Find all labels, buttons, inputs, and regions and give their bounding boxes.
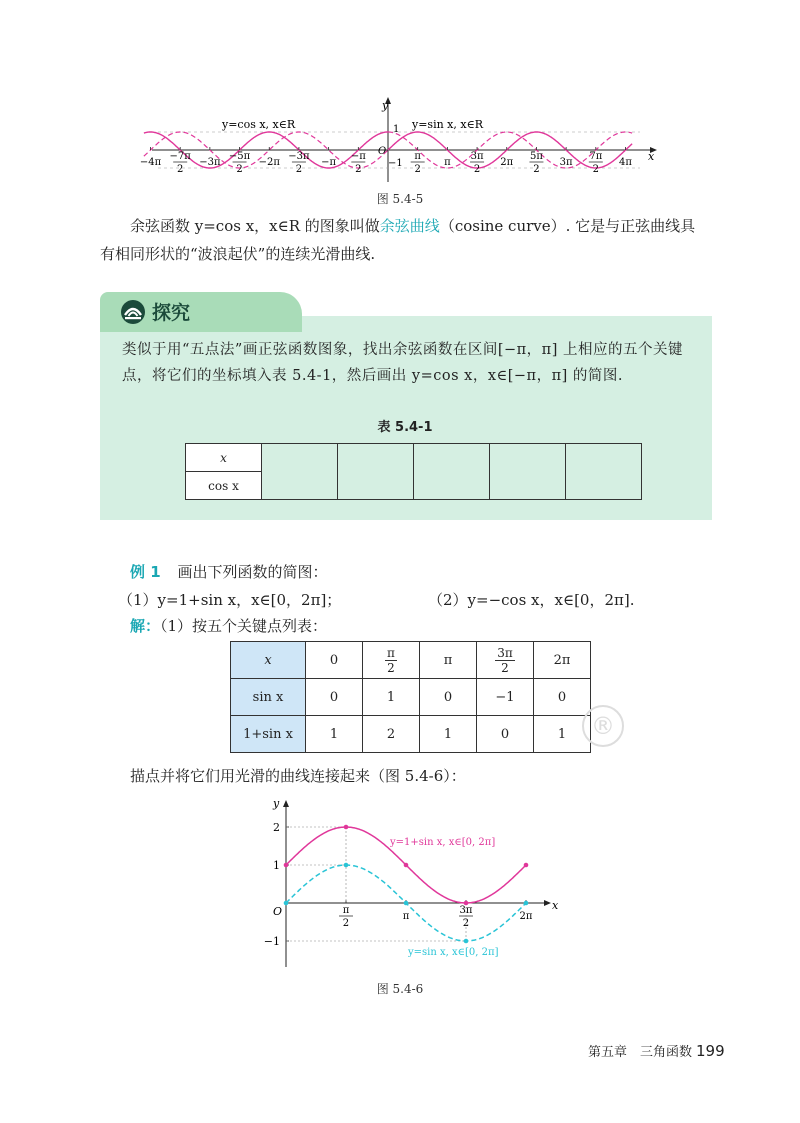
figure-x-tick-label-den: 2 (592, 164, 600, 175)
intro-paragraph-line2: 有相同形状的“波浪起伏”的连续光滑曲线. (100, 245, 376, 263)
figure-x-tick-label (444, 157, 451, 168)
chart-ylabel: y (273, 797, 280, 810)
chart-point (404, 901, 409, 906)
example-label: 例 1 (130, 563, 161, 581)
table-cell: −1 (477, 679, 534, 716)
chart-x-tick-label (339, 905, 353, 929)
example-prompt: 画出下列函数的简图： (177, 563, 328, 581)
figure-sin-label: y=sin x, x∈R (412, 118, 484, 131)
figure-y-one-label: 1 (393, 124, 400, 135)
figure-x-tick-label (170, 151, 192, 175)
figure-x-tick-label-num: π (414, 151, 421, 162)
chart-y-tick-label: −1 (263, 935, 280, 948)
chart-y-tick-label: 2 (273, 821, 280, 834)
registered-watermark: ® (582, 705, 624, 747)
figure-x-tick-label: 2π (500, 157, 514, 168)
chart-x-tick-label-den: 2 (462, 918, 470, 929)
figure-x-tick-label-den: 2 (533, 164, 540, 175)
figure-x-tick-label-num: −π (350, 151, 366, 162)
table-row (231, 679, 591, 716)
example-heading (130, 558, 327, 586)
figure-x-tick-label (619, 157, 632, 168)
chart-x-tick-label: 2π (519, 911, 533, 922)
fraction: $\frac{\pi}{2}$ (387, 645, 395, 675)
figure-x-tick-label-den: 2 (414, 164, 421, 175)
solution-line (130, 612, 327, 640)
after-table-text: 描点并将它们用光滑的曲线连接起来（图 5.4-6）： (130, 767, 466, 785)
chart-point (464, 939, 469, 944)
table-cell: 2π (534, 642, 591, 679)
explore-table-cell[interactable] (490, 444, 566, 500)
chart-point (404, 863, 409, 868)
table-cell: 1 (363, 679, 420, 716)
chart-point (464, 901, 469, 906)
figure-x-tick-label (560, 157, 573, 168)
explore-table (185, 443, 642, 500)
table-cell: 0 (306, 642, 363, 679)
figure-y-neg-one-label: −1 (388, 158, 403, 169)
chart-x-tick-label: π (402, 911, 410, 922)
explore-table-cos-text: cos x (208, 478, 239, 493)
figure-cos-label: y=cos x, x∈R (222, 118, 296, 131)
figure-x-tick-label: −3π (199, 157, 221, 168)
figure-x-tick-label (589, 151, 603, 175)
chart-point (284, 863, 289, 868)
figure-x-tick-label: π (444, 157, 451, 168)
table-row (231, 716, 591, 753)
explore-table-cell[interactable] (414, 444, 490, 500)
table-cell: 0 (534, 679, 591, 716)
explore-table-row-cos-label (186, 472, 262, 500)
explore-title: 探究 (152, 302, 191, 324)
table-cell: π (420, 642, 477, 679)
explore-table-row-x-label: x (186, 444, 262, 472)
figure-x-tick-label-den: 2 (355, 164, 362, 175)
table-row-label: sin x (231, 679, 306, 716)
chart-xlabel: x (552, 899, 559, 912)
figure-x-tick-label (229, 151, 251, 175)
chart-x-tick-label-num: π (342, 905, 350, 916)
explore-table-cell[interactable] (566, 444, 642, 500)
example-table (230, 641, 591, 753)
table-cell: 0 (420, 679, 477, 716)
figure-axis-y-label: y (382, 99, 389, 112)
figure-axis-x-label: x (648, 150, 655, 163)
solution-text: （1）按五个关键点列表： (160, 617, 328, 635)
table-cell: 0 (477, 716, 534, 753)
chart-y-arrow (283, 800, 289, 807)
page-number: 199 (696, 1042, 725, 1060)
explore-icon (120, 299, 146, 325)
figure-x-tick-label-den: 2 (176, 164, 184, 175)
chart-x-tick-label-den: 2 (342, 918, 350, 929)
chart-series-label: y=1+sin x, x∈[0, 2π] (390, 837, 496, 848)
chart-figure-5-4-6 (263, 795, 560, 975)
figure-caption-5-4-6: 图 5.4-6 (376, 982, 424, 996)
table-cell (363, 642, 420, 679)
intro-text-b: （cosine curve）. 它是与正弦曲线具 (439, 217, 696, 235)
figure-x-tick-label-num: −5π (228, 151, 251, 162)
table-cell: 1 (420, 716, 477, 753)
figure-x-tick-label (259, 157, 281, 168)
figure-x-tick-label: 3π (559, 157, 573, 168)
figure-x-tick-label: −π (321, 157, 337, 168)
figure-x-tick-label (500, 157, 513, 168)
figure-x-tick-label: 4π (619, 157, 632, 168)
explore-tab (100, 292, 302, 332)
chart-point (344, 863, 349, 868)
figure-x-tick-label-den: 2 (295, 164, 303, 175)
figure-x-tick-label (529, 151, 543, 175)
figure-x-tick-label (321, 157, 336, 168)
example-part1: （1）y=1+sin x，x∈[0，2π]； (118, 591, 342, 609)
chart-x-tick-label (520, 911, 533, 922)
explore-table-cell[interactable] (338, 444, 414, 500)
figure-x-tick-label (140, 157, 162, 168)
explore-text: 类似于用“五点法”画正弦函数图象，找出余弦函数在区间[−π，π] 上相应的五个关键点，将它们的坐标填入表 5.4-1，然后画出 y=cos x，x∈[−π，π] 的简图. (122, 342, 683, 384)
figure-x-tick-label-num: 3π (470, 151, 484, 162)
figure-sin-cos-plot (140, 97, 657, 182)
figure-sin-cos (139, 96, 670, 186)
table-cell (477, 642, 534, 679)
intro-paragraph (130, 212, 730, 240)
figure-x-tick-label-den: 2 (236, 164, 243, 175)
chart-series-label: y=sin x, x∈[0, 2π] (408, 947, 499, 958)
figure-x-tick-label: −4π (139, 157, 162, 168)
figure-x-tick-label-num: 5π (529, 151, 543, 162)
table-cell: 1 (534, 716, 591, 753)
page-footer (588, 1041, 725, 1060)
figure-x-tick-label (199, 157, 221, 168)
table-cell: 1 (306, 716, 363, 753)
chart-x-tick-label (403, 911, 410, 922)
figure-x-tick-label (470, 151, 484, 175)
solution-label: 解： (130, 617, 161, 635)
figure-origin-label: O (378, 146, 387, 157)
table-caption-5-4-1: 表 5.4-1 (377, 420, 433, 435)
chart-y-tick-label: 1 (273, 859, 280, 872)
table-row-label: 1+sin x (231, 716, 306, 753)
figure-x-tick-label (351, 151, 366, 175)
intro-term: 余弦曲线 (379, 217, 440, 235)
figure-x-tick-label: −2π (258, 157, 280, 168)
figure-x-tick-label-num: 7π (589, 151, 603, 162)
figure-x-tick-label-num: −7π (169, 151, 191, 162)
explore-table-cell[interactable] (262, 444, 338, 500)
figure-x-tick-label (288, 151, 310, 175)
table-cell: 2 (363, 716, 420, 753)
figure-x-tick-label-den: 2 (473, 164, 481, 175)
chart-point (524, 863, 529, 868)
chart-point (284, 901, 289, 906)
chart-x-arrow (544, 900, 551, 906)
figure-caption-5-4-5: 图 5.4-5 (376, 192, 424, 206)
table-cell: 0 (306, 679, 363, 716)
intro-text-a: 余弦函数 y=cos x，x∈R 的图象叫做 (130, 217, 380, 235)
table-row (231, 642, 591, 679)
chart-plot (264, 797, 559, 967)
table-row-label: x (231, 642, 306, 679)
chart-x-tick-label-num: 3π (459, 905, 473, 916)
figure-x-tick-label-num: −3π (288, 151, 310, 162)
footer-chapter: 第五章 三角函数 (588, 1045, 693, 1060)
chart-point (524, 901, 529, 906)
chart-point (344, 825, 349, 830)
example-part2: （2）y=−cos x，x∈[0，2π]. (428, 591, 635, 609)
fraction: $\frac{3\pi}{2}$ (497, 645, 513, 675)
chart-origin-label: O (273, 905, 283, 918)
